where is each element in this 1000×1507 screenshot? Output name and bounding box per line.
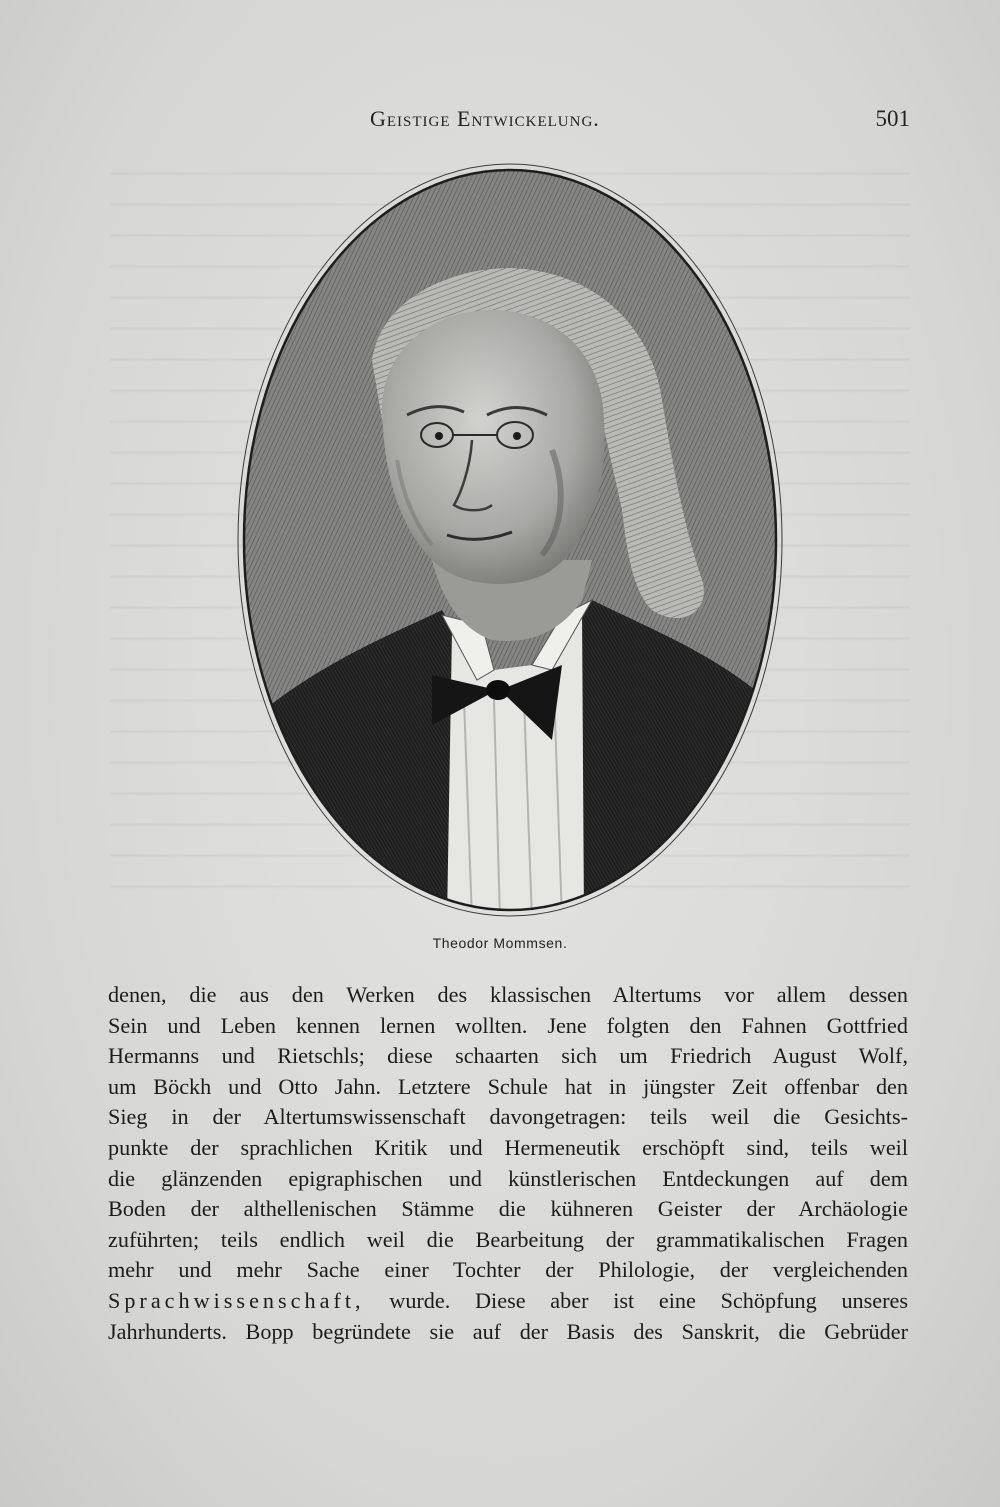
portrait-figure xyxy=(232,160,788,920)
text-line: Boden der althellenischen Stämme die kühneren Geister der Archäologie xyxy=(108,1196,908,1222)
page-header xyxy=(370,106,910,136)
text-line: Hermanns und Rietschls; diese schaarten sich um Friedrich August Wolf, xyxy=(108,1043,908,1069)
text-line-spaced xyxy=(108,1286,908,1317)
text-line: mehr und mehr Sache einer Tochter der Philologie, der vergleichenden xyxy=(108,1257,908,1283)
body-paragraph xyxy=(108,980,908,1347)
text-line: punkte der sprachlichen Kritik und Hermeneutik erschöpft sind, teils weil xyxy=(108,1134,908,1160)
portrait-engraving xyxy=(232,160,788,920)
spaced-term: Sprachwissenschaft, xyxy=(108,1287,365,1313)
text-line: zuführten; teils endlich weil die Bearbeitung der grammatikalischen Fragen xyxy=(108,1226,908,1252)
text-line: Jahrhunderts. Bopp begründete sie auf der Basis des Sanskrit, die Gebrüder xyxy=(108,1318,908,1344)
text-line: Sein und Leben kennen lernen wollten. Jene folgten den Fahnen Gottfried xyxy=(108,1012,908,1038)
text-line: Sieg in der Altertumswissenschaft davongetragen: teils weil die Gesichts- xyxy=(108,1104,908,1130)
figure-caption: Theodor Mommsen. xyxy=(432,935,568,951)
text-line-rest: wurde. Diese aber ist eine Schöpfung unseres xyxy=(389,1287,909,1313)
text-line: um Böckh und Otto Jahn. Letztere Schule hat in jüngster Zeit offenbar den xyxy=(108,1073,908,1099)
running-head: Geistige Entwickelung. xyxy=(370,106,600,131)
text-line: die glänzenden epigraphischen und künstlerischen Entdeckungen auf dem xyxy=(108,1165,908,1191)
text-line: denen, die aus den Werken des klassischen Altertums vor allem dessen xyxy=(108,982,908,1007)
page-number: 501 xyxy=(875,106,910,131)
